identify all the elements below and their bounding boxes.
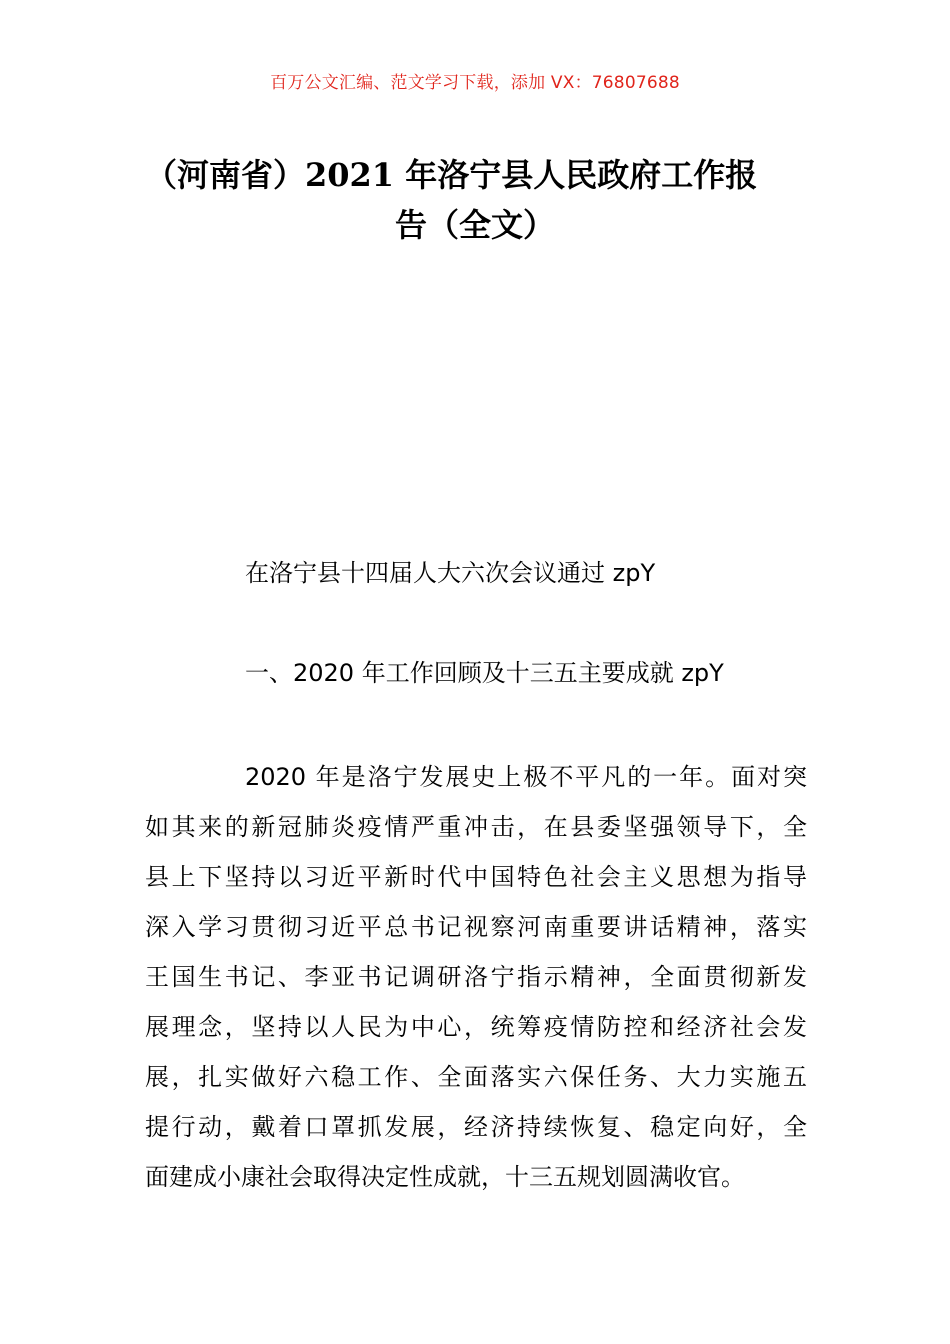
paragraph-line: 王国生书记、李亚书记调研洛宁指示精神，全面贯彻新发 [145, 963, 807, 991]
body-paragraph [145, 752, 807, 1202]
paragraph-line: 展，扎实做好六稳工作、全面落实六保任务、大力实施五 [145, 1063, 807, 1091]
paragraph-line: 2020 年是洛宁发展史上极不平凡的一年。面对突 [245, 763, 807, 791]
paragraph-line: 提行动，戴着口罩抓发展，经济持续恢复、稳定向好，全 [145, 1113, 807, 1141]
section-heading: 一、2020 年工作回顾及十三五主要成就 zpY [245, 659, 724, 687]
paragraph-line: 深入学习贯彻习近平总书记视察河南重要讲话精神，落实 [145, 913, 807, 941]
document-title [145, 150, 805, 250]
title-line-1: （河南省）2021 年洛宁县人民政府工作报 [145, 156, 758, 194]
document-subtitle: 在洛宁县十四届人大六次会议通过 zpY [245, 559, 656, 587]
paragraph-line: 县上下坚持以习近平新时代中国特色社会主义思想为指导 [145, 863, 807, 891]
title-line-2: 告（全文） [394, 206, 555, 244]
paragraph-line: 面建成小康社会取得决定性成就，十三五规划圆满收官。 [145, 1163, 745, 1191]
paragraph-line: 如其来的新冠肺炎疫情严重冲击，在县委坚强领导下，全 [145, 813, 807, 841]
header-watermark: 百万公文汇编、范文学习下载，添加 VX：76807688 [270, 73, 680, 93]
paragraph-line: 展理念，坚持以人民为中心，统筹疫情防控和经济社会发 [145, 1013, 807, 1041]
